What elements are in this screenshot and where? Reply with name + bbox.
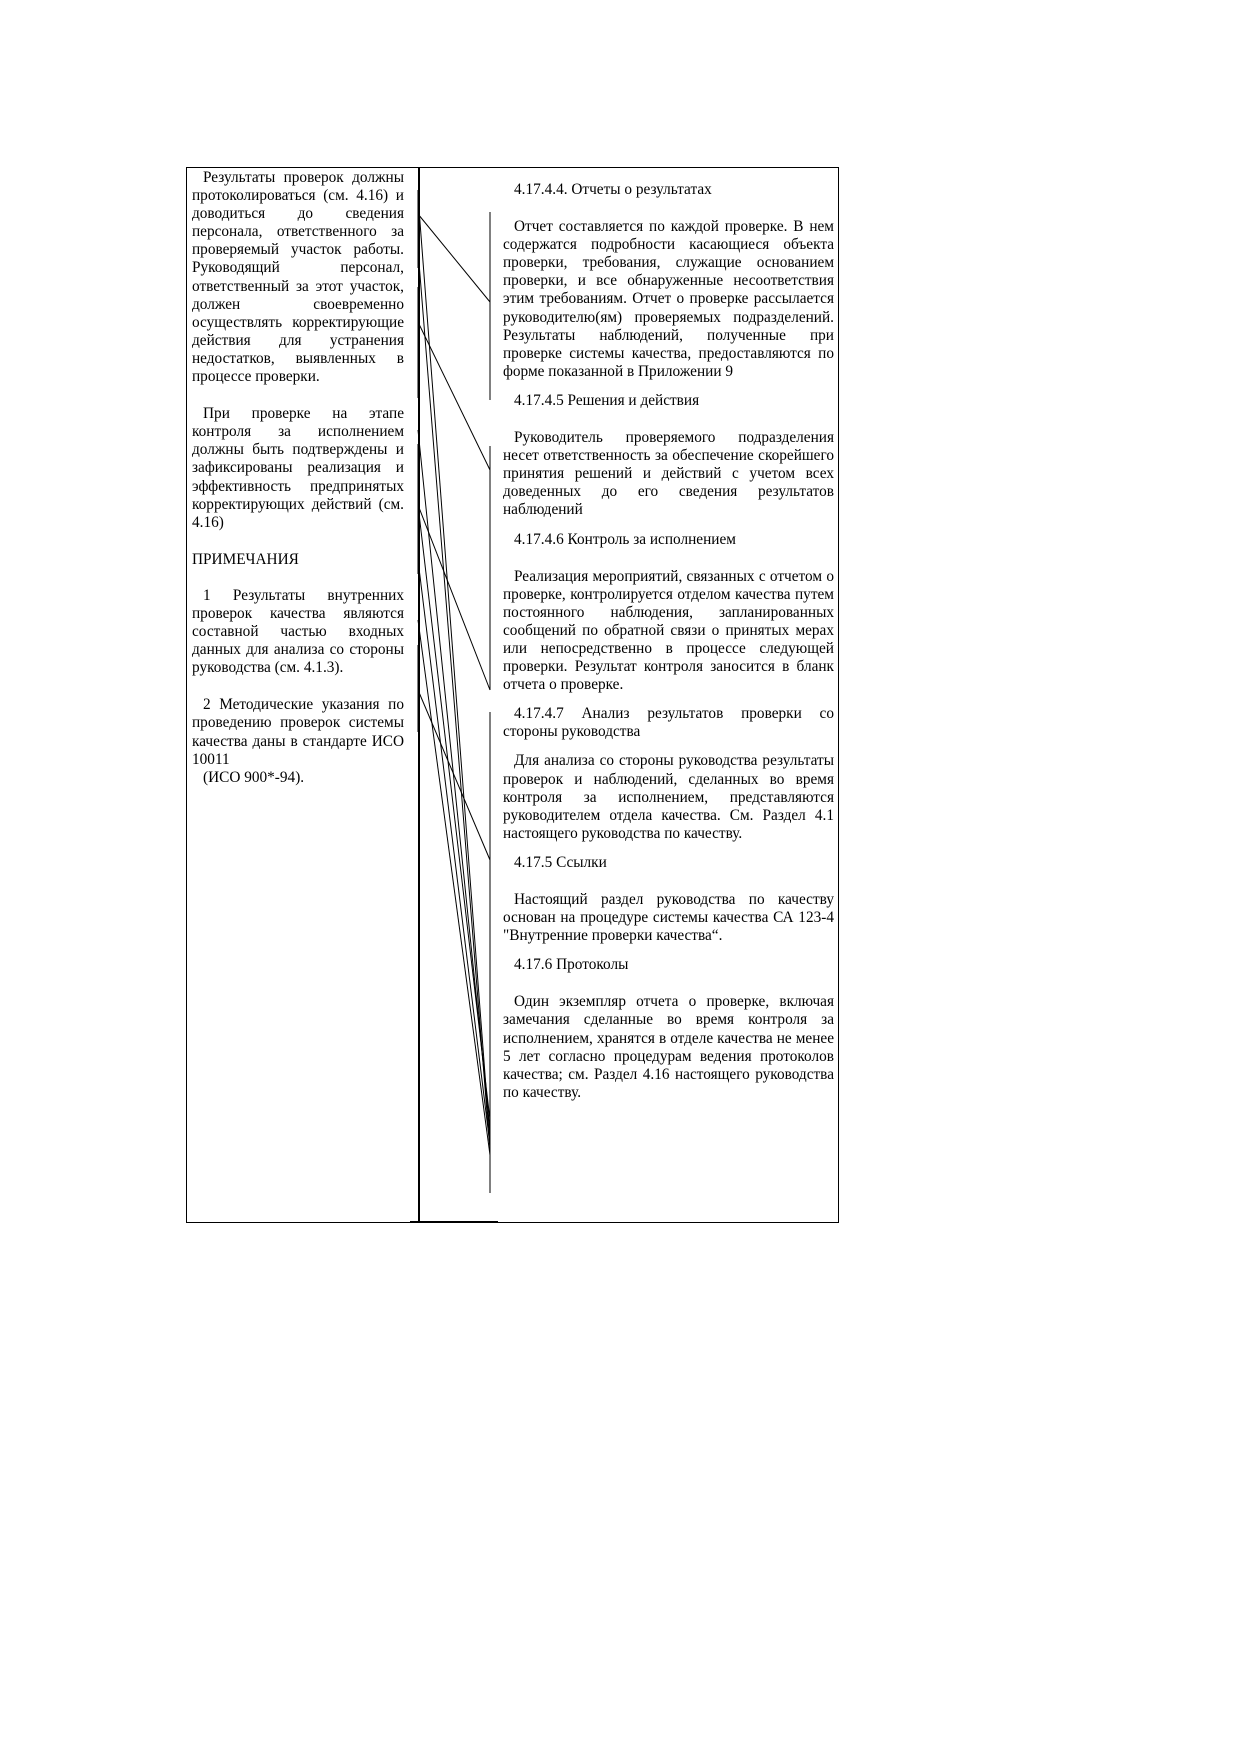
section-heading: 4.17.4.4. Отчеты о результатах (514, 181, 712, 198)
right-column (503, 181, 834, 1102)
section-heading: 4.17.4.5 Решения и действия (514, 391, 700, 409)
note-2-reference: (ИСО 900*-94). (203, 768, 305, 786)
section-heading: 4.17.4.6 Контроль за исполнением (514, 530, 736, 548)
section-heading: 4.17.5 Ссылки (514, 853, 607, 871)
followup-paragraph: При проверке на этапе контроля за исполнением должны быть подтверждены и зафиксированы реализация и эффективность предпринятых корректирующих действий (см. 4.16) (192, 405, 404, 531)
section-heading: 4.17.6 Протоколы (514, 956, 629, 974)
section-body: Один экземпляр отчета о проверке, включая замечания сделанные во время контроля за исполнением, хранятся в отделе качества не менее 5 лет согласно процедурам ведения протоколов качества; см. Раздел 4.16 настоящего руководства по качеству. (503, 993, 834, 1101)
section-body: Для анализа со стороны руководства результаты проверок и наблюдений, сделанных во время контроля за исполнением, представляются руководителем отдела качества. См. Раздел 4.1 настоящего руководства по качеству. (503, 752, 834, 842)
column-divider (418, 168, 420, 1222)
section-body: Настоящий раздел руководства по качеству основан на процедуре системы качества СА 123-4 "Внутренние проверки качества“. (503, 891, 834, 945)
section-body: Отчет составляется по каждой проверке. В нем содержатся подробности касающиеся объекта проверки, требования, служащие основанием проверки, и все обнаруженные несоответствия этим требованиям. Отчет о проверке рассылается руководителю(ям) проверяемых подразделений. Результаты наблюдений, полученные при проверке системы качества, предоставляются по форме показанной в Приложении 9 (503, 218, 834, 380)
note-2: 2 Методические указания по проведению проверок системы качества даны в стандарте ИСО 10011 (192, 696, 404, 768)
left-column (192, 169, 404, 787)
bottom-rule (410, 1221, 498, 1223)
notes-title: ПРИМЕЧАНИЯ (192, 550, 299, 568)
audit-results-paragraph: Результаты проверок должны протоколироваться (см. 4.16) и доводиться до сведения персонала, ответственного за проверяемый участок работы. Руководящий персонал, ответственный за этот участок, должен своевременно осуществлять корректирующие действия для устранения недостатков, выявленных в процессе проверки. (192, 169, 404, 386)
section-body: Реализация мероприятий, связанных с отчетом о проверке, контролируется отделом качества путем постоянного наблюдения, запланированных сообщений по обратной связи о принятых мерах или непосредственно в процессе следующей проверки. Результат контроля заносится в бланк отчета о проверке. (503, 567, 834, 694)
section-body: Руководитель проверяемого подразделения несет ответственность за обеспечение скорейшего принятия решений и действий с учетом всех доведенных до его сведения результатов наблюдений (503, 429, 834, 519)
section-heading: 4.17.4.7 Анализ результатов проверки со стороны руководства (503, 705, 834, 741)
note-1: 1 Результаты внутренних проверок качества являются составной частью входных данных для анализа со стороны руководства (см. 4.1.3). (192, 586, 404, 677)
